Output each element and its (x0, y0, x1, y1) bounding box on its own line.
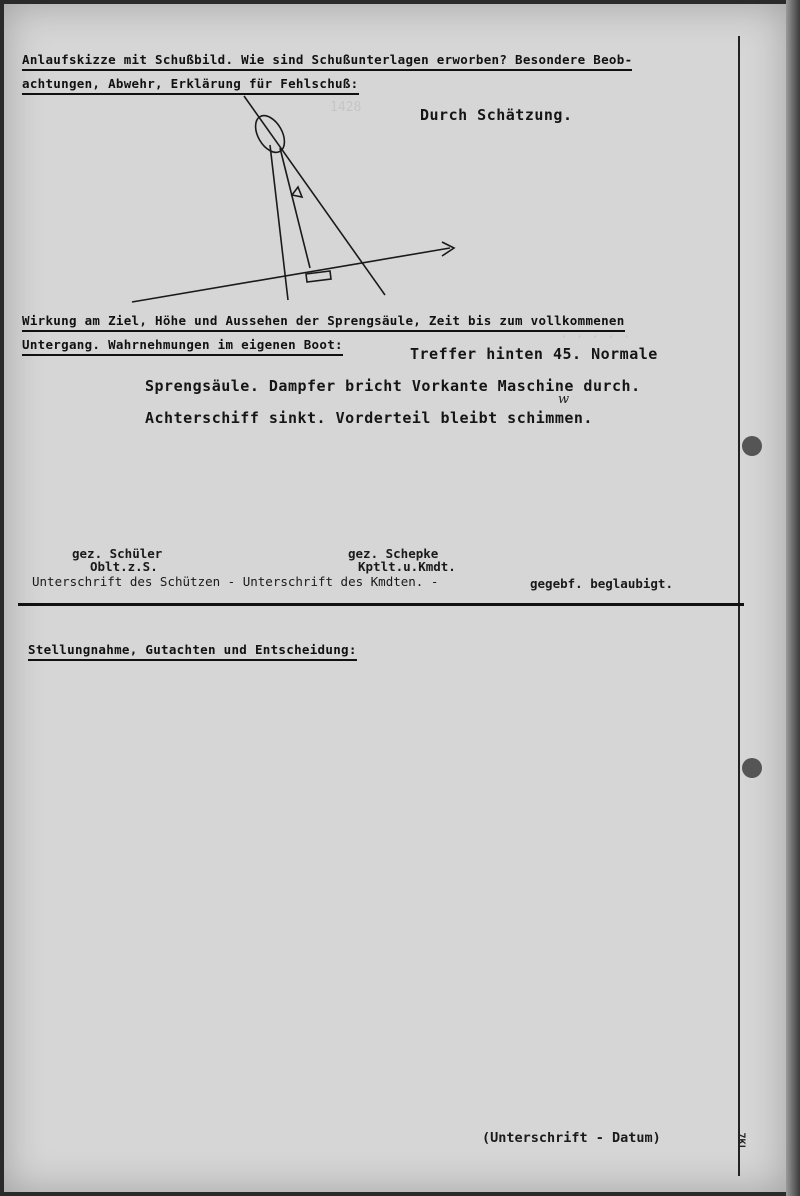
handwritten-correction: w (558, 392, 570, 407)
punch-hole (742, 758, 762, 778)
certification-note: gegebf. beglaubigt. (530, 576, 673, 591)
section2-answer-line2: Sprengsäule. Dampfer bricht Vorkante Maschine durch. (145, 377, 641, 395)
side-mark: 7KL (735, 1132, 747, 1151)
submarine-mark (292, 187, 302, 197)
section2-answer-line3: Achterschiff sinkt. Vorderteil bleibt schimmen. (145, 409, 593, 427)
section3-label: Stellungnahme, Gutachten und Entscheidung: (28, 642, 357, 657)
sketch-line (280, 148, 310, 268)
course-line (132, 248, 450, 302)
punch-hole (742, 436, 762, 456)
section2-label-cont: Untergang. Wahrnehmungen im eigenen Boot: (22, 337, 343, 352)
show-through-text: · · · · · (560, 330, 631, 345)
attack-sketch (120, 90, 470, 320)
section1-answer: Durch Schätzung. (420, 106, 573, 124)
right-border-line (738, 36, 740, 1176)
sketch-line (244, 96, 385, 295)
section2-label: Wirkung am Ziel, Höhe und Aussehen der Sprengsäule, Zeit bis zum vollkommenen (22, 313, 625, 328)
section-divider (18, 603, 744, 606)
shooter-rank: Oblt.z.S. (90, 559, 158, 574)
section1-label-cont: achtungen, Abwehr, Erklärung für Fehlschuß: (22, 76, 359, 91)
signature-caption: Unterschrift des Schützen - Unterschrift des Kmdten. - (32, 574, 439, 589)
commander-rank: Kptlt.u.Kmdt. (358, 559, 456, 574)
footer-signature-line: (Unterschrift - Datum) (482, 1130, 661, 1146)
section2-answer-line1: Treffer hinten 45. Normale (410, 345, 658, 363)
section1-label: Anlaufskizze mit Schußbild. Wie sind Schußunterlagen erworben? Besondere Beob- (22, 52, 632, 67)
shooter-signature: gez. Schüler (72, 546, 163, 561)
show-through-text: 1428 (330, 100, 362, 115)
torpedo-mark (306, 271, 331, 282)
page-edge (786, 0, 800, 1196)
commander-signature: gez. Schepke (348, 546, 439, 561)
